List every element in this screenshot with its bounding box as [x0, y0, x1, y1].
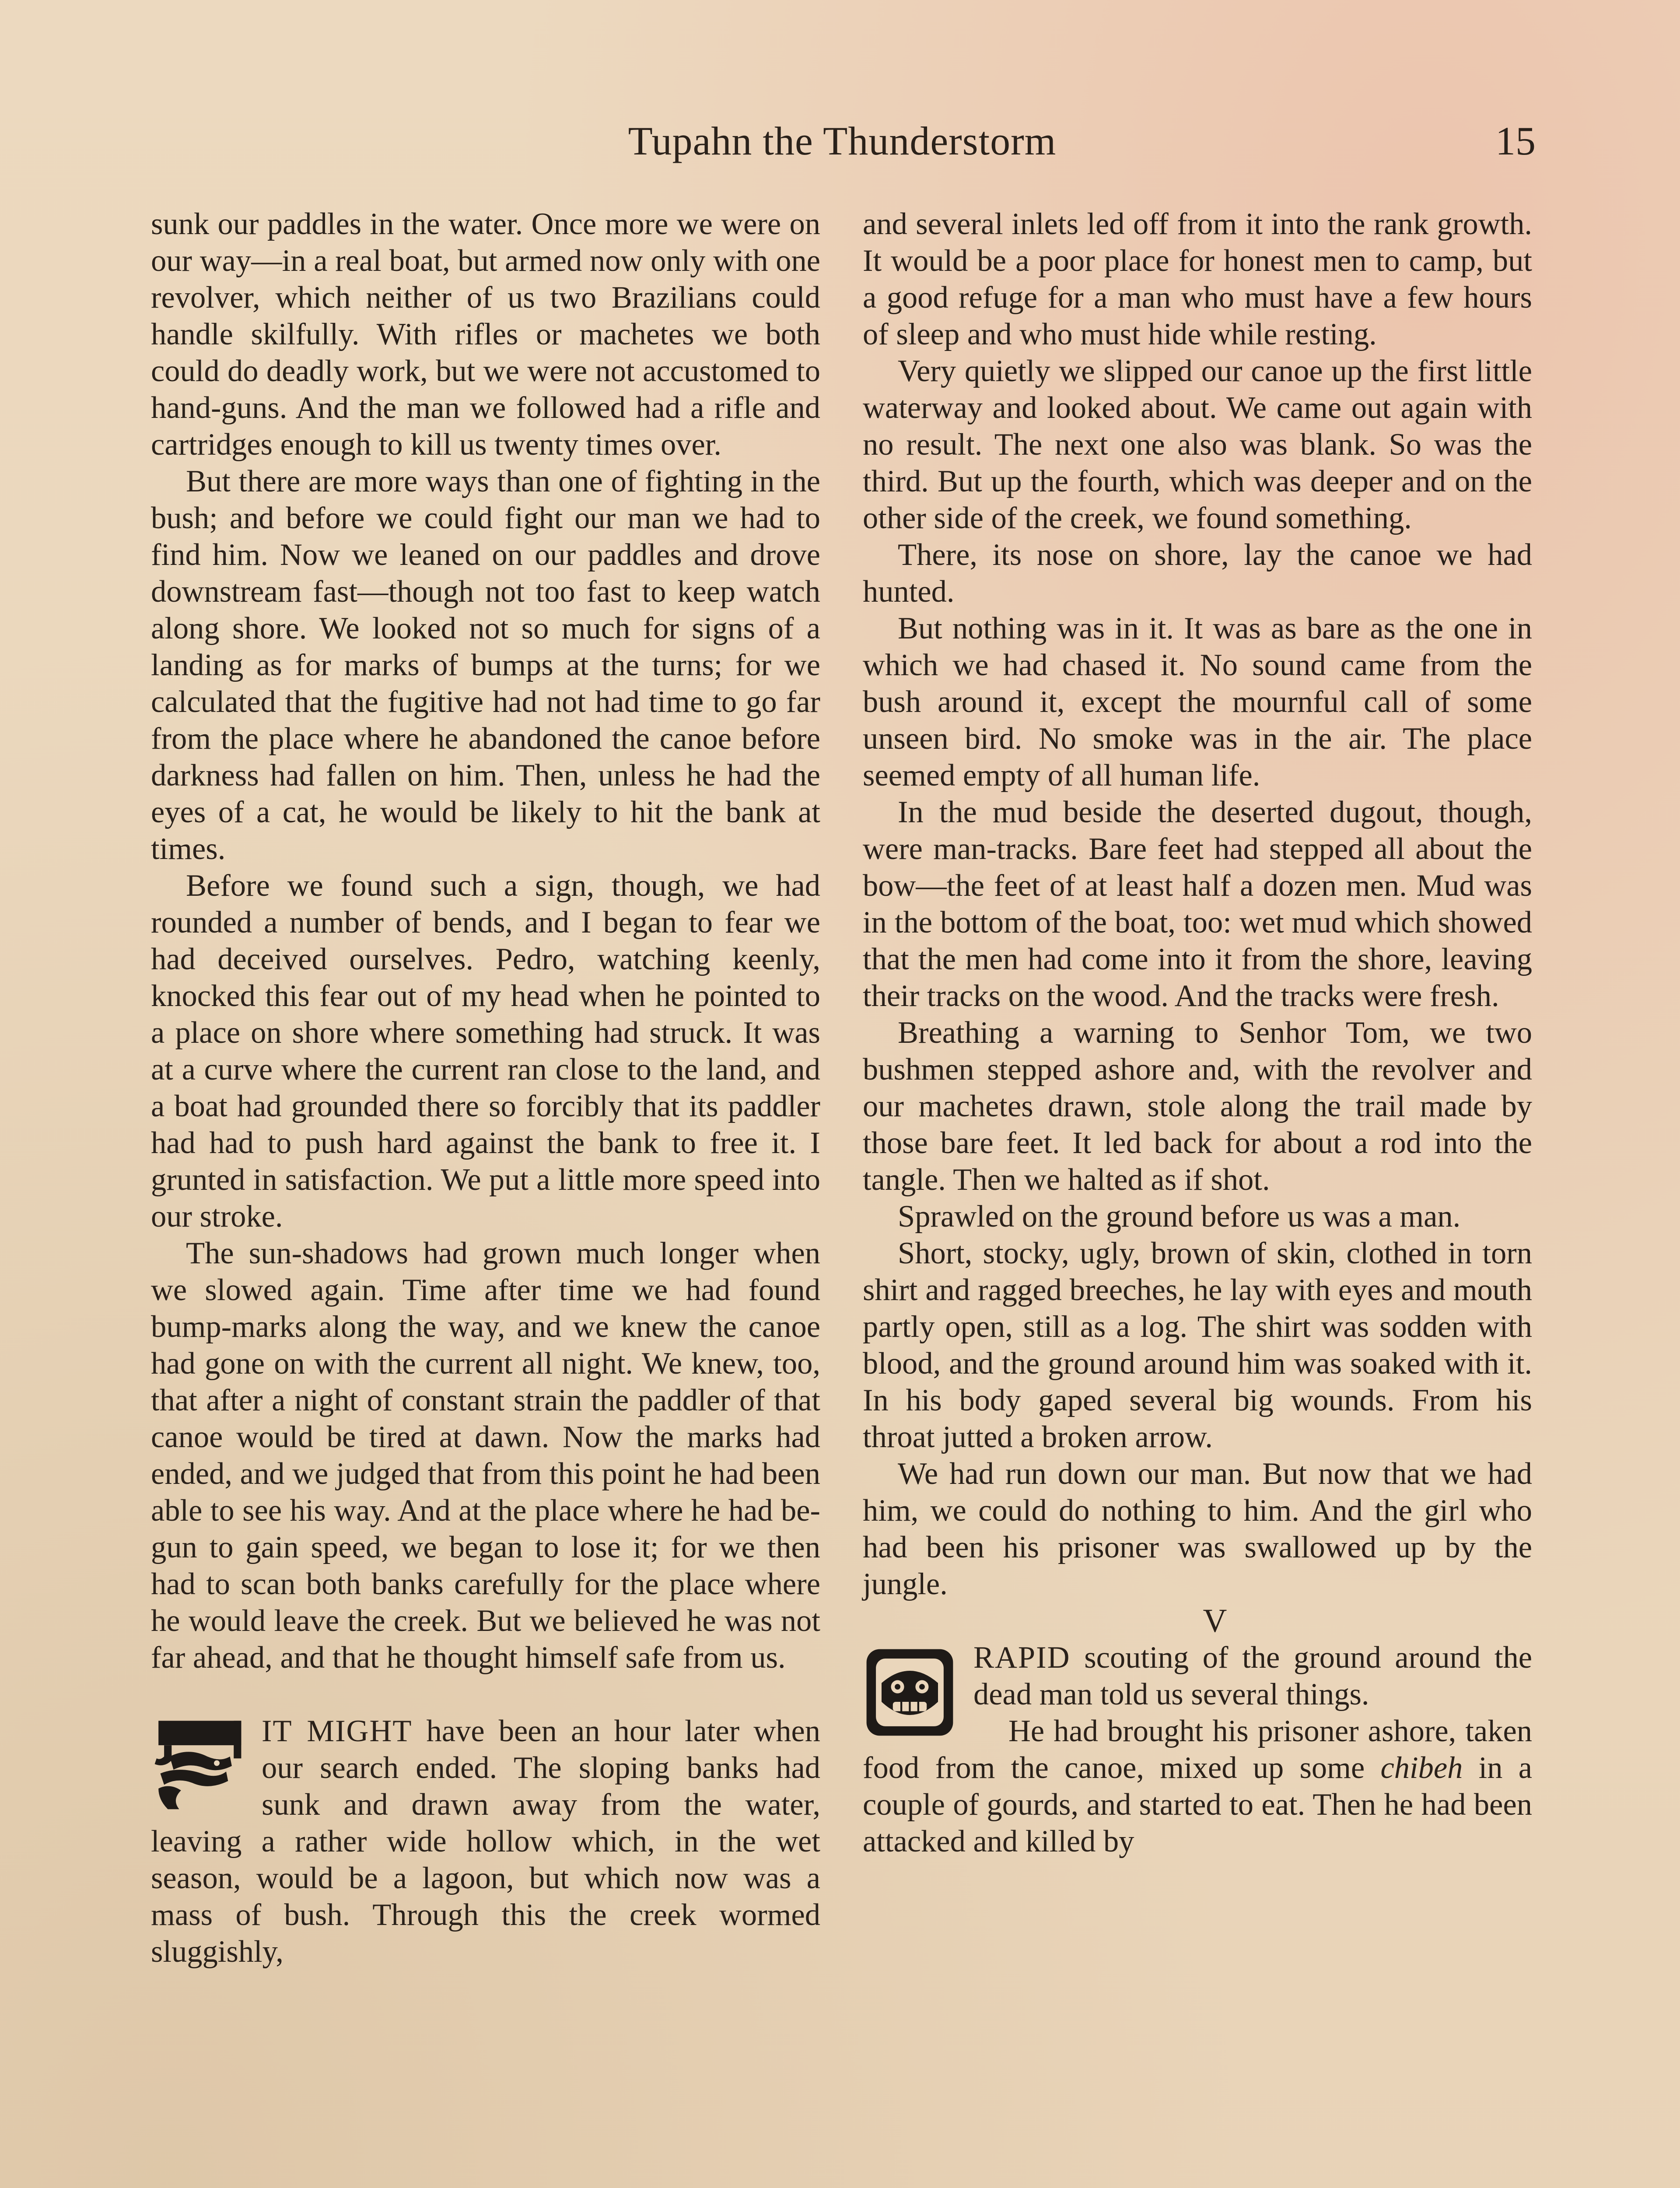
- section-gap: [151, 1676, 820, 1713]
- paragraph: Very quietly we slipped our canoe up the first little waterway and looked about. We came out again with no result. The next one also was blank. So was the third. But up the fourth, which was deeper and on the other side of the creek, we found something.: [863, 354, 1532, 535]
- text-run: in a couple of gourds, and started to eat. Then he had been attacked and killed by: [863, 1751, 1532, 1858]
- dropcap-lead-text: RAPID: [973, 1641, 1071, 1675]
- decorative-initial-icon: [151, 1719, 245, 1813]
- paragraph: Short, stocky, ugly, brown of skin, clothed in torn shirt and ragged breeches, he lay with eyes and mouth partly open, still as a log. The shirt was sodden with blood, and the ground around him was soaked with it. In his body gaped several big wounds. From his throat jutted a broken arrow.: [863, 1236, 1532, 1454]
- dropcap-paragraph: [151, 1713, 820, 1970]
- section-number: V: [1203, 1602, 1227, 1639]
- paragraph: sunk our paddles in the water. Once more we were on our way—in a real boat, but armed now only with one revolver, which neither of us two Brazilians could handle skilfully. With rifles or machetes we both could do deadly work, but we were not accustomed to hand-guns. And the man we followed had a rifle and cartridges enough to kill us twenty times over.: [151, 207, 820, 462]
- text-run: He had brought his prisoner ashore, taken food from the canoe, mixed up some: [863, 1714, 1532, 1785]
- dropcap-rest-text: have been an hour later when our search ended. The sloping banks had sunk and drawn away from the water, leaving a rather wide hollow which, in the wet season, would be a lagoon, but which now was a mass of bush. Through this the creek wormed sluggishly,: [151, 1714, 820, 1969]
- paragraph: Breathing a warning to Senhor Tom, we two bushmen stepped ashore and, with the revolver and our machetes drawn, stole along the trail made by those bare feet. It led back for about a rod into the tangle. Then we halted as if shot.: [863, 1016, 1532, 1197]
- page-header: [149, 115, 1536, 167]
- running-title: Tupahn the Thunderstorm: [628, 119, 1057, 163]
- paragraph: Sprawled on the ground before us was a man.: [898, 1199, 1461, 1234]
- paragraph: But nothing was in it. It was as bare as the one in which we had chased it. No sound came from the bush around it, except the mournful call of some unseen bird. No smoke was in the air. The place seemed empty of all human life.: [863, 611, 1532, 792]
- left-column: [151, 206, 820, 1970]
- right-column: [863, 206, 1532, 1860]
- dropcap-rest-text: scouting of the ground around the dead man told us several things.: [973, 1641, 1532, 1711]
- dropcap-lead-text: IT MIGHT: [262, 1714, 413, 1748]
- italic-word: chibeh: [1380, 1751, 1463, 1785]
- paragraph: We had run down our man. But now that we had him, we could do nothing to him. And the girl who had been his prisoner was swallowed up by the jungle.: [863, 1457, 1532, 1601]
- paragraph: [863, 1713, 1532, 1860]
- dropcap-paragraph: [863, 1639, 1532, 1713]
- paragraph: In the mud beside the deserted dugout, though, were man-tracks. Bare feet had stepped all about the bow—the feet of at least half a dozen men. Mud was in the bottom of the boat, too: wet mud which showed that the men had come into it from the shore, leaving their tracks on the wood. And the tracks were fresh.: [863, 795, 1532, 1013]
- page-number: 15: [1495, 119, 1536, 163]
- paragraph: and several inlets led off from it into the rank growth. It would be a poor place for honest men to camp, but a good refuge for a man who must have a few hours of sleep and who must hide while resting.: [863, 207, 1532, 351]
- paragraph: There, its nose on shore, lay the canoe we had hunted.: [863, 538, 1532, 609]
- paragraph: Before we found such a sign, though, we had rounded a number of bends, and I began to fear we had deceived ourselves. Pedro, watching keenly, knocked this fear out of my head when he pointed to a place on shore where something had struck. It was at a curve where the current ran close to the land, and a boat had grounded there so forcibly that its paddler had had to push hard against the bank to free it. I grunted in satisfaction. We put a little more speed into our stroke.: [151, 869, 820, 1234]
- paragraph: The sun-shadows had grown much longer when we slowed again. Time after time we had found bump-marks along the way, and we knew the canoe had gone on with the current all night. We knew, too, that after a night of constant strain the paddler of that canoe would be tired at dawn. Now the marks had ended, and we judged that from this point he had been able to see his way. And at the place where he had begun to gain speed, we began to lose it; for we then had to scan both banks carefully for the place where he would leave the creek. But we believed he was not far ahead, and that he thought himself safe from us.: [151, 1236, 820, 1675]
- paragraph: But there are more ways than one of fighting in the bush; and before we could fight our man we had to find him. Now we leaned on our paddles and drove downstream fast—though not too fast to keep watch along shore. We looked not so much for signs of a landing as for marks of bumps at the turns; for we calculated that the fugitive had not had time to go far from the place where he abandoned the canoe before darkness had fallen on him. Then, unless he had the eyes of a cat, he would be likely to hit the bank at times.: [151, 464, 820, 866]
- decorative-mask-icon: [863, 1645, 957, 1739]
